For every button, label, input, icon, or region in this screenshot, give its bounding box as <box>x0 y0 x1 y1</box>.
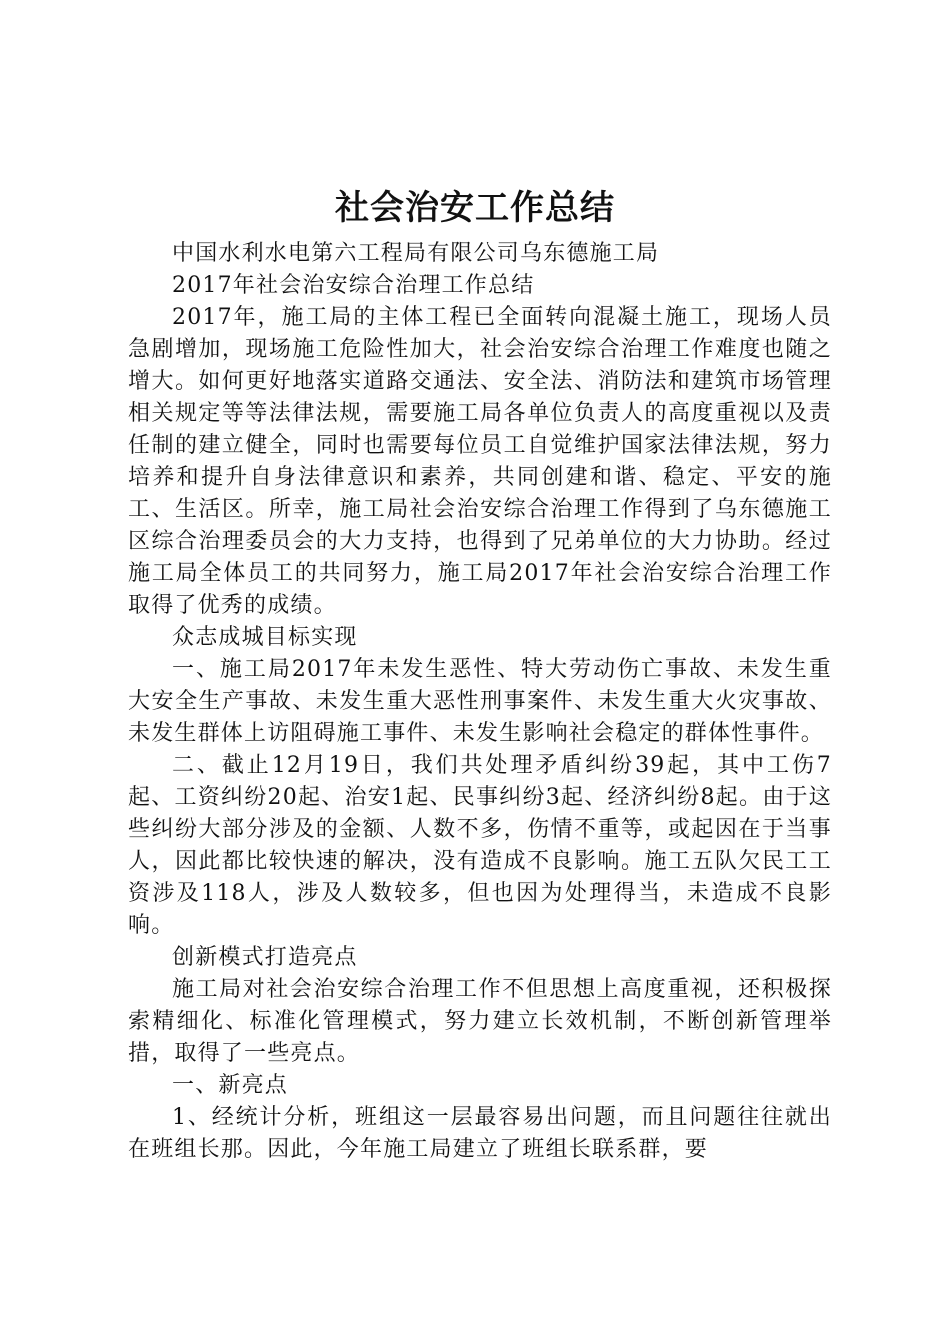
paragraph-intro: 2017年，施工局的主体工程已全面转向混凝土施工，现场人员急剧增加，现场施工危险性加大，社会治安综合治理工作难度也随之增大。如何更好地落实道路交通法、安全法、消防法和建筑市场管理相关规定等等法律法规，需要施工局各单位负责人的高度重视以及责任制的建立健全，同时也需要每位员工自觉维护国家法律法规，努力培养和提升自身法律意识和素养，共同创建和谐、稳定、平安的施工、生活区。所幸，施工局社会治安综合治理工作得到了乌东德施工区综合治理委员会的大力支持，也得到了兄弟单位的大力协助。经过施工局全体员工的共同努力，施工局2017年社会治安综合治理工作取得了优秀的成绩。 <box>128 305 832 618</box>
paragraph-innovation: 施工局对社会治安综合治理工作不但思想上高度重视，还积极探索精细化、标准化管理模式，努力建立长效机制，不断创新管理举措，取得了一些亮点。 <box>128 977 832 1066</box>
paragraph-company: 中国水利水电第六工程局有限公司乌东德施工局 <box>172 241 660 266</box>
document-body <box>128 238 832 1166</box>
section-heading-goals: 众志成城目标实现 <box>172 625 358 650</box>
document-title: 社会治安工作总结 <box>335 188 615 228</box>
paragraph-item-one: 一、施工局2017年未发生恶性、特大劳动伤亡事故、未发生重大安全生产事故、未发生重大恶性刑事案件、未发生重大火灾事故、未发生群体上访阻碍施工事件、未发生影响社会稳定的群体性事件。 <box>128 657 832 746</box>
paragraph-report-title: 2017年社会治安综合治理工作总结 <box>172 273 535 298</box>
subheading-new-highlights: 一、新亮点 <box>172 1073 289 1098</box>
section-heading-innovation: 创新模式打造亮点 <box>172 945 358 970</box>
paragraph-item-two: 二、截止12月19日，我们共处理矛盾纠纷39起，其中工伤7起、工资纠纷20起、治安1起、民事纠纷3起、经济纠纷8起。由于这些纠纷大部分涉及的金额、人数不多，伤情不重等，或起因在于当事人，因此都比较快速的解决，没有造成不良影响。施工五队欠民工工资涉及118人，涉及人数较多，但也因为处理得当，未造成不良影响。 <box>128 753 832 938</box>
paragraph-highlight-one: 1、经统计分析，班组这一层最容易出问题，而且问题往往就出在班组长那。因此，今年施工局建立了班组长联系群，要 <box>128 1105 832 1162</box>
